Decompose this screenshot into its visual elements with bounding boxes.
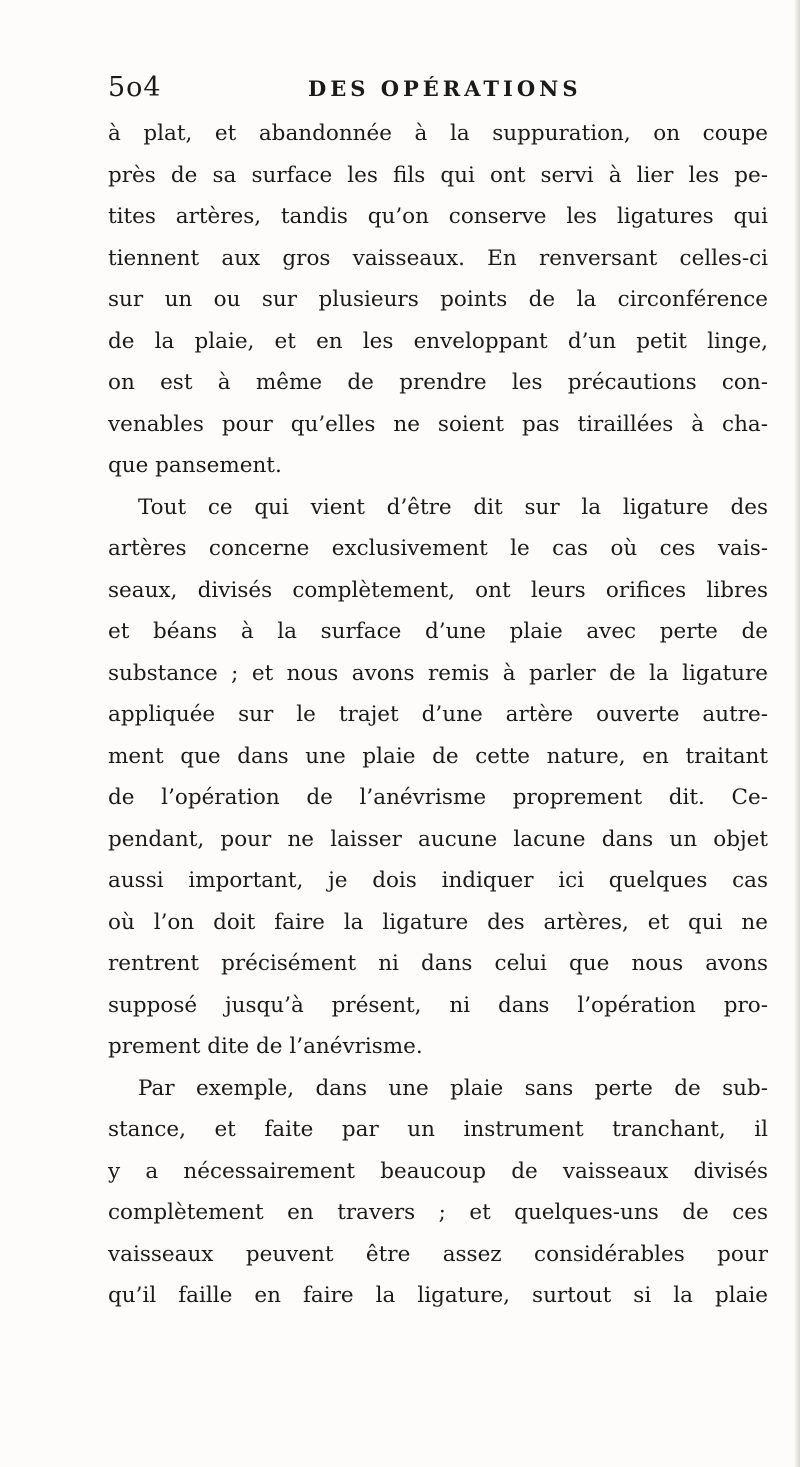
text-line: y a nécessairement beaucoup de vaisseaux divisés xyxy=(108,1158,768,1184)
text-line: de l’opération de l’anévrisme proprement dit. Ce- xyxy=(108,785,768,810)
text-line: on est à même de prendre les précautions con- xyxy=(108,370,768,395)
text-line: venables pour qu’elles ne soient pas tiraillées à cha- xyxy=(108,411,768,437)
text-line: Par exemple, dans une plaie sans perte de sub- xyxy=(138,1075,768,1101)
text-line: stance, et faite par un instrument tranchant, il xyxy=(108,1117,768,1142)
running-head: DES OPÉRATIONS xyxy=(308,76,582,101)
text-line: complètement en travers ; et quelques-uns de ces xyxy=(108,1200,768,1225)
text-line: supposé jusqu’à présent, ni dans l’opération pro- xyxy=(108,992,768,1018)
text-line: de la plaie, et en les enveloppant d’un petit linge, xyxy=(108,328,768,354)
text-line: tiennent aux gros vaisseaux. En renversant celles-ci xyxy=(108,245,768,271)
text-line: à plat, et abandonnée à la suppuration, on coupe xyxy=(108,121,768,146)
text-line: prement dite de l’anévrisme. xyxy=(108,1034,423,1059)
text-line: ment que dans une plaie de cette nature, en traitant xyxy=(108,743,768,769)
page-edge-shadow xyxy=(794,0,800,1467)
text-line: rentrent précisément ni dans celui que nous avons xyxy=(108,951,768,976)
text-line: aussi important, je dois indiquer ici quelques cas xyxy=(108,868,768,893)
text-line: substance ; et nous avons remis à parler de la ligature xyxy=(108,660,768,686)
text-line: tites artères, tandis qu’on conserve les ligatures qui xyxy=(108,204,768,229)
text-line: pendant, pour ne laisser aucune lacune dans un objet xyxy=(108,826,768,852)
text-line: et béans à la surface d’une plaie avec perte de xyxy=(108,619,768,644)
body-text xyxy=(108,113,768,1317)
text-line: seaux, divisés complètement, ont leurs orifices libres xyxy=(108,577,768,603)
text-line: vaisseaux peuvent être assez considérables pour xyxy=(108,1241,768,1267)
text-line: qu’il faille en faire la ligature, surtout si la plaie xyxy=(108,1283,768,1308)
text-line: artères concerne exclusivement le cas où ces vais- xyxy=(108,536,768,561)
text-line: Tout ce qui vient d’être dit sur la ligature des xyxy=(138,494,768,520)
text-line: sur un ou sur plusieurs points de la circonférence xyxy=(108,287,768,312)
text-line: que pansement. xyxy=(108,453,282,478)
page-number: 5o4 xyxy=(108,72,162,103)
text-line: près de sa surface les fils qui ont servi à lier les pe- xyxy=(108,162,768,188)
page-header xyxy=(108,72,768,112)
text-line: où l’on doit faire la ligature des artères, et qui ne xyxy=(108,909,768,935)
text-line: appliquée sur le trajet d’une artère ouverte autre- xyxy=(108,702,768,727)
